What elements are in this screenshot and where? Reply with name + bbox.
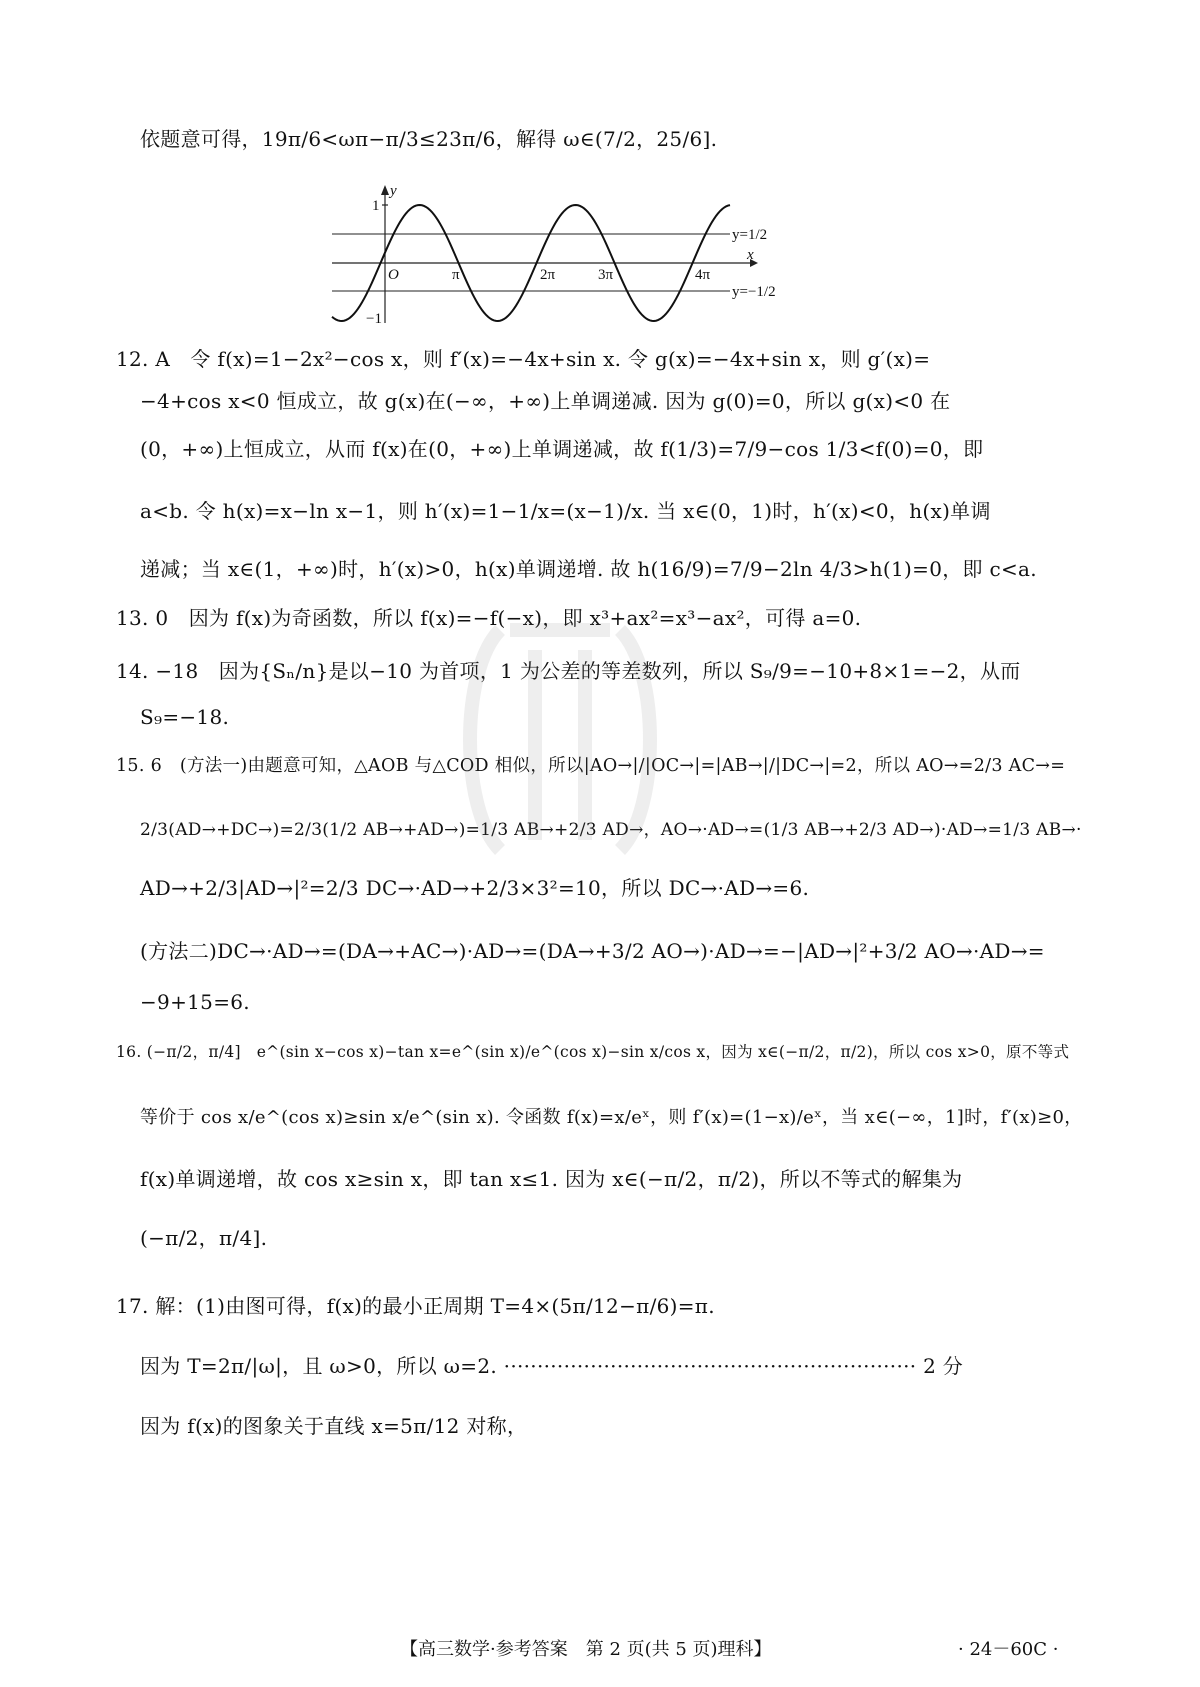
label-three-pi: 3π [598,267,614,283]
text-line: 因为 T=2π/|ω|，且 ω>0，所以 ω=2. ······························································ 2 分 [140,1354,964,1378]
text-line: S₉=−18. [140,705,230,729]
watermark-logo [440,590,680,890]
footer-center: 【高三数学·参考答案 第 2 页(共 5 页)理科】 [400,1639,772,1660]
label-two-pi: 2π [540,267,556,283]
text-line: 13. 0 因为 f(x)为奇函数，所以 f(x)=−f(−x)，即 x³+ax²=x³−ax²，可得 a=0. [116,606,862,630]
y-axis-arrow [381,185,389,195]
text-line: (0，+∞)上恒成立，从而 f(x)在(0，+∞)上单调递减，故 f(1/3)=7/9−cos 1/3<f(0)=0，即 [140,437,984,461]
sine-graph [330,183,790,328]
label-pi: π [452,267,460,283]
text-line: −4+cos x<0 恒成立，故 g(x)在(−∞，+∞)上单调递减. 因为 g(0)=0，所以 g(x)<0 在 [140,389,951,413]
label-origin: O [388,267,399,283]
label-y: y [390,183,397,199]
text-line: 2/3(AD→+DC→)=2/3(1/2 AB→+AD→)=1/3 AB→+2/3 AD→，AO→·AD→=(1/3 AB→+2/3 AD→)·AD→=1/3 AB→· [140,820,1082,840]
text-line: 等价于 cos x/e^(cos x)≥sin x/e^(sin x). 令函数 f(x)=x/eˣ，则 f′(x)=(1−x)/eˣ，当 x∈(−∞，1]时，f′(x)≥0， [140,1107,1083,1128]
text-line: f(x)单调递增，故 cos x≥sin x，即 tan x≤1. 因为 x∈(−π/2，π/2)，所以不等式的解集为 [140,1167,963,1191]
label-neg-half: y=−1/2 [732,284,776,300]
text-line: (−π/2，π/4]. [140,1226,268,1250]
text-line: −9+15=6. [140,990,250,1014]
text-line: 12. A 令 f(x)=1−2x²−cos x，则 f′(x)=−4x+sin x. 令 g(x)=−4x+sin x，则 g′(x)= [116,347,931,371]
label-four-pi: 4π [695,267,711,283]
text-line: a<b. 令 h(x)=x−ln x−1，则 h′(x)=1−1/x=(x−1)/x. 当 x∈(0，1)时，h′(x)<0，h(x)单调 [140,499,991,523]
text-line: 17. 解：(1)由图可得，f(x)的最小正周期 T=4×(5π/12−π/6)=π. [116,1294,715,1318]
label-neg-one: −1 [366,311,382,327]
label-half: y=1/2 [732,227,768,243]
text-line: 15. 6 (方法一)由题意可知，△AOB 与△COD 相似，所以|AO→|/|OC→|=|AB→|/|DC→|=2，所以 AO→=2/3 AC→= [116,756,1066,776]
footer-right: · 24－60C · [958,1639,1059,1660]
text-line: 依题意可得，19π/6<ωπ−π/3≤23π/6，解得 ω∈(7/2，25/6]. [140,127,718,151]
label-x: x [747,247,754,263]
text-line: 14. −18 因为{Sₙ/n}是以−10 为首项，1 为公差的等差数列，所以 S₉/9=−10+8×1=−2，从而 [116,659,1021,683]
text-line: 递减；当 x∈(1，+∞)时，h′(x)>0，h(x)单调递增. 故 h(16/9)=7/9−2ln 4/3>h(1)=0，即 c<a. [140,557,1037,581]
text-line: AD→+2/3|AD→|²=2/3 DC→·AD→+2/3×3²=10，所以 DC→·AD→=6. [140,876,810,900]
text-line: 因为 f(x)的图象关于直线 x=5π/12 对称， [140,1414,528,1438]
text-line: (方法二)DC→·AD→=(DA→+AC→)·AD→=(DA→+3/2 AO→)·AD→=−|AD→|²+3/2 AO→·AD→= [140,939,1045,963]
text-line: 16. (−π/2，π/4] e^(sin x−cos x)−tan x=e^(sin x)/e^(cos x)−sin x/cos x，因为 x∈(−π/2，π/2)，所以 cos x>0，原不等式 [116,1043,1070,1061]
label-one: 1 [372,198,380,214]
